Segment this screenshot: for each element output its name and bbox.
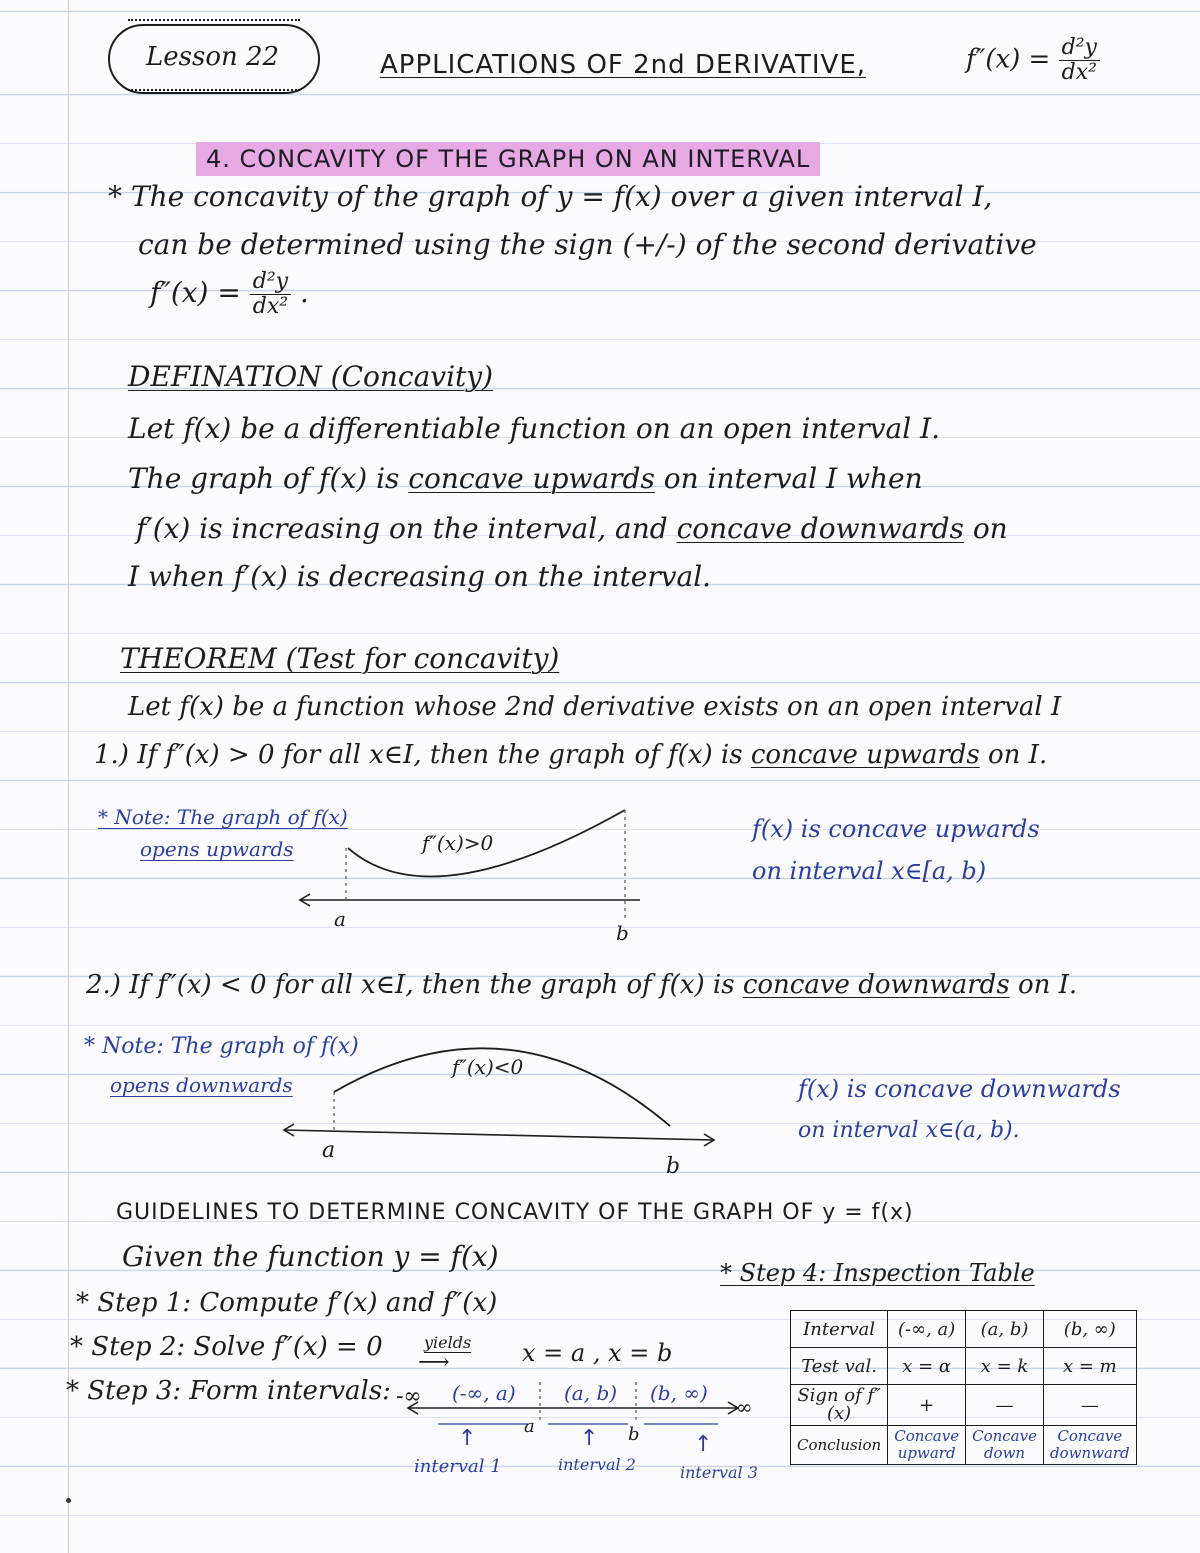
table-row	[791, 1385, 1137, 1426]
table-cell: Interval	[791, 1311, 888, 1348]
definition-line-3	[136, 512, 1008, 546]
interval1-arrow-icon: ↑	[458, 1426, 477, 1451]
table-cell: (a, b)	[966, 1311, 1044, 1348]
margin-dot	[66, 1498, 71, 1503]
table-cell: —	[1043, 1385, 1136, 1426]
theorem-title: THEOREM (Test for concavity)	[120, 642, 560, 675]
definition-line-4: I when f′(x) is decreasing on the interval.	[128, 560, 712, 593]
graph1-label-a: a	[334, 907, 346, 931]
graph1-curve-label: f″(x)>0	[422, 831, 494, 855]
table-cell: Test val.	[791, 1348, 888, 1385]
graph1-side-line-1: f(x) is concave upwards	[752, 815, 1040, 843]
step3-axis-a: a	[524, 1416, 535, 1437]
theorem-case-2	[86, 968, 1077, 1002]
graph1-note-line-1: * Note: The graph of f(x)	[98, 805, 348, 829]
table-row	[791, 1426, 1137, 1465]
theorem-case-1-concave-upwards: concave upwards	[750, 740, 980, 770]
title-formula-num: d²y	[1059, 36, 1100, 61]
interval2-label: interval 2	[558, 1455, 636, 1474]
graph2-side-line-2: on interval x∈(a, b).	[798, 1118, 1020, 1143]
graph2-note-line-2: opens downwards	[110, 1073, 293, 1097]
theorem-case-2-concave-downwards: concave downwards	[742, 970, 1010, 1000]
table-cell: Concave down	[966, 1426, 1044, 1465]
intro-line-2: can be determined using the sign (+/-) of the second derivative	[138, 228, 1037, 261]
step3-neg-inf: -∞	[396, 1384, 422, 1409]
page-title: APPLICATIONS OF 2nd DERIVATIVE,	[380, 50, 867, 80]
definition-title: DEFINATION (Concavity)	[128, 360, 494, 393]
table-cell: (b, ∞)	[1043, 1311, 1136, 1348]
intro-formula-fraction	[250, 270, 291, 319]
inspection-table-body	[791, 1311, 1137, 1465]
table-cell: x = m	[1043, 1348, 1136, 1385]
interval3-arrow-icon: ↑	[694, 1432, 713, 1457]
graph2-label-a: a	[322, 1138, 336, 1163]
graph1-side-line-2: on interval x∈[a, b)	[752, 857, 987, 885]
definition-line-2	[128, 462, 923, 496]
graph2-curve-label: f″(x)<0	[452, 1055, 524, 1079]
step2-yields: yields	[424, 1333, 472, 1352]
intro-formula-lhs: f″(x) =	[150, 276, 241, 309]
graph2-note-line-1: * Note: The graph of f(x)	[84, 1034, 359, 1059]
theorem-case-2-c: on I.	[1017, 970, 1078, 1000]
interval1-label: interval 1	[414, 1456, 502, 1477]
step2	[70, 1330, 383, 1364]
step2-result: x = a , x = b	[522, 1339, 673, 1367]
table-cell: —	[966, 1385, 1044, 1426]
intro-formula-num: d²y	[250, 270, 291, 295]
graph1-label-b: b	[616, 921, 629, 945]
table-cell: Concave downward	[1043, 1426, 1136, 1465]
intro-formula-den: dx²	[252, 294, 289, 319]
definition-line-1: Let f(x) be a differentiable function on an open interval I.	[128, 412, 941, 445]
step2-arrow: ⟶	[418, 1350, 450, 1375]
table-row	[791, 1348, 1137, 1385]
interval3-label: interval 3	[680, 1463, 758, 1482]
table-cell: Concave upward	[888, 1426, 966, 1465]
table-cell: Conclusion	[791, 1426, 888, 1465]
table-cell: x = α	[888, 1348, 966, 1385]
title-formula-den: dx²	[1061, 60, 1097, 85]
graph2-concave-down-plot	[270, 1030, 730, 1150]
guidelines-title: GUIDELINES TO DETERMINE CONCAVITY OF THE GRAPH OF y = f(x)	[116, 1200, 914, 1225]
table-cell: Sign of f″(x)	[791, 1385, 888, 1426]
theorem-case-1-a: 1.) If f″(x) > 0 for all x∈I, then the graph of f(x) is	[94, 740, 743, 770]
step3-interval-1: (-∞, a)	[452, 1381, 516, 1405]
definition-line-2-a: The graph of f(x) is	[128, 462, 400, 495]
title-formula-lhs: f″(x) =	[966, 44, 1051, 75]
definition-concave-downwards: concave downwards	[676, 512, 964, 545]
title-formula-fraction	[1059, 36, 1100, 85]
table-row	[791, 1311, 1137, 1348]
table-cell: +	[888, 1385, 966, 1426]
theorem-line-1: Let f(x) be a function whose 2nd derivative exists on an open interval I	[128, 692, 1062, 722]
graph2-label-b: b	[666, 1154, 681, 1179]
step3-pos-inf: ∞	[736, 1395, 753, 1419]
interval2-arrow-icon: ↑	[580, 1426, 599, 1451]
definition-line-3-c: on	[972, 512, 1008, 545]
section-heading: 4. CONCAVITY OF THE GRAPH ON AN INTERVAL	[196, 142, 820, 176]
graph2-side-line-1: f(x) is concave downwards	[798, 1075, 1121, 1103]
step3-interval-3: (b, ∞)	[650, 1381, 708, 1405]
theorem-case-1	[94, 738, 1047, 772]
table-cell: x = k	[966, 1348, 1044, 1385]
step4-title: * Step 4: Inspection Table	[720, 1259, 1035, 1287]
margin-line	[68, 0, 69, 1553]
title-formula	[966, 36, 1100, 85]
intro-formula-period: .	[299, 276, 309, 309]
inspection-table	[790, 1310, 1137, 1465]
guidelines-given: Given the function y = f(x)	[122, 1240, 499, 1273]
definition-line-3-a: f′(x) is increasing on the interval, and	[136, 512, 668, 545]
definition-line-2-c: on interval I when	[663, 462, 923, 495]
step1: * Step 1: Compute f′(x) and f″(x)	[76, 1288, 498, 1318]
graph1-note-line-2: opens upwards	[140, 837, 294, 861]
lesson-number: Lesson 22	[146, 42, 280, 72]
step3: * Step 3: Form intervals:	[66, 1376, 391, 1406]
graph2-x-axis	[284, 1130, 714, 1140]
step2-a: * Step 2: Solve f″(x) = 0	[70, 1332, 383, 1362]
step3-axis-b: b	[628, 1424, 640, 1445]
intro-line-1: * The concavity of the graph of y = f(x) over a given interval I,	[108, 180, 993, 213]
definition-concave-upwards: concave upwards	[408, 462, 655, 495]
theorem-case-2-a: 2.) If f″(x) < 0 for all x∈I, then the graph of f(x) is	[86, 970, 735, 1000]
table-cell: (-∞, a)	[888, 1311, 966, 1348]
step3-interval-2: (a, b)	[564, 1381, 618, 1405]
intro-formula	[150, 270, 309, 319]
theorem-case-1-c: on I.	[988, 740, 1048, 770]
